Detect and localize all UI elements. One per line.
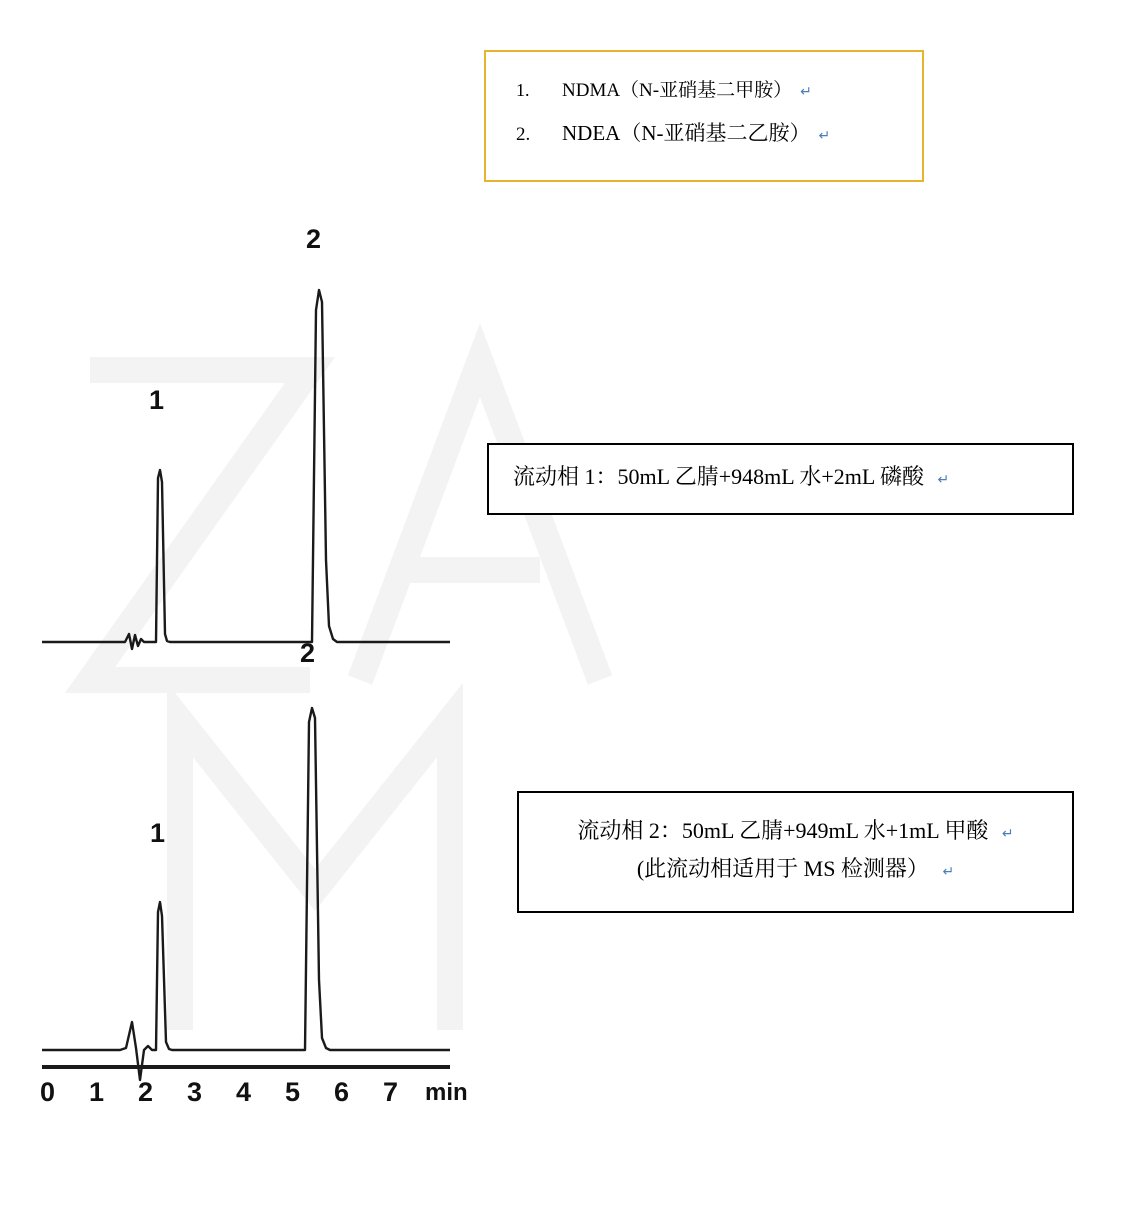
x-axis <box>20 1055 490 1125</box>
paragraph-mark-icon: ↵ <box>818 129 831 144</box>
legend-item-label: NDEA（N-亚硝基二乙胺） <box>562 121 811 145</box>
peak-label-2: 2 <box>306 224 322 254</box>
x-tick-label: 5 <box>285 1077 301 1107</box>
x-tick-label: 4 <box>236 1077 252 1107</box>
paragraph-mark-icon: ↵ <box>1001 827 1014 842</box>
mobile-phase-2-note <box>517 791 1074 913</box>
legend-item-number: 1. <box>516 80 530 100</box>
note-text: 流动相 2：50mL 乙腈+949mL 水+1mL 甲酸 <box>577 818 989 843</box>
legend-item <box>486 113 922 157</box>
compound-legend-list <box>486 52 922 157</box>
note-text: 流动相 1：50mL 乙腈+948mL 水+2mL 磷酸 <box>513 464 925 489</box>
note-line <box>505 460 1072 498</box>
peak-label-1: 1 <box>150 818 166 848</box>
note-line <box>519 852 1072 890</box>
x-tick-label: 3 <box>187 1077 203 1107</box>
x-tick-label: 2 <box>138 1077 154 1107</box>
legend-item-number: 2. <box>516 124 531 145</box>
x-tick-label: 6 <box>334 1077 350 1107</box>
note-line <box>519 814 1072 852</box>
mobile-phase-1-note <box>487 443 1074 515</box>
paragraph-mark-icon: ↵ <box>937 473 950 488</box>
x-axis-unit-label: min <box>425 1079 468 1106</box>
paragraph-mark-icon: ↵ <box>800 85 812 100</box>
peak-label-1: 1 <box>149 385 165 415</box>
legend-item-label: NDMA（N-亚硝基二甲胺） <box>562 80 793 101</box>
chromatogram-mobile-phase-1 <box>20 224 490 670</box>
x-tick-label: 7 <box>383 1077 399 1107</box>
note-text: (此流动相适用于 MS 检测器） <box>636 856 929 881</box>
chromatogram-mobile-phase-2 <box>20 638 490 1090</box>
paragraph-mark-icon: ↵ <box>942 865 955 880</box>
peak-label-2: 2 <box>300 638 316 668</box>
x-tick-label: 1 <box>89 1077 105 1107</box>
compound-legend-box <box>484 50 924 182</box>
legend-item <box>486 70 922 113</box>
x-tick-label: 0 <box>40 1077 56 1107</box>
